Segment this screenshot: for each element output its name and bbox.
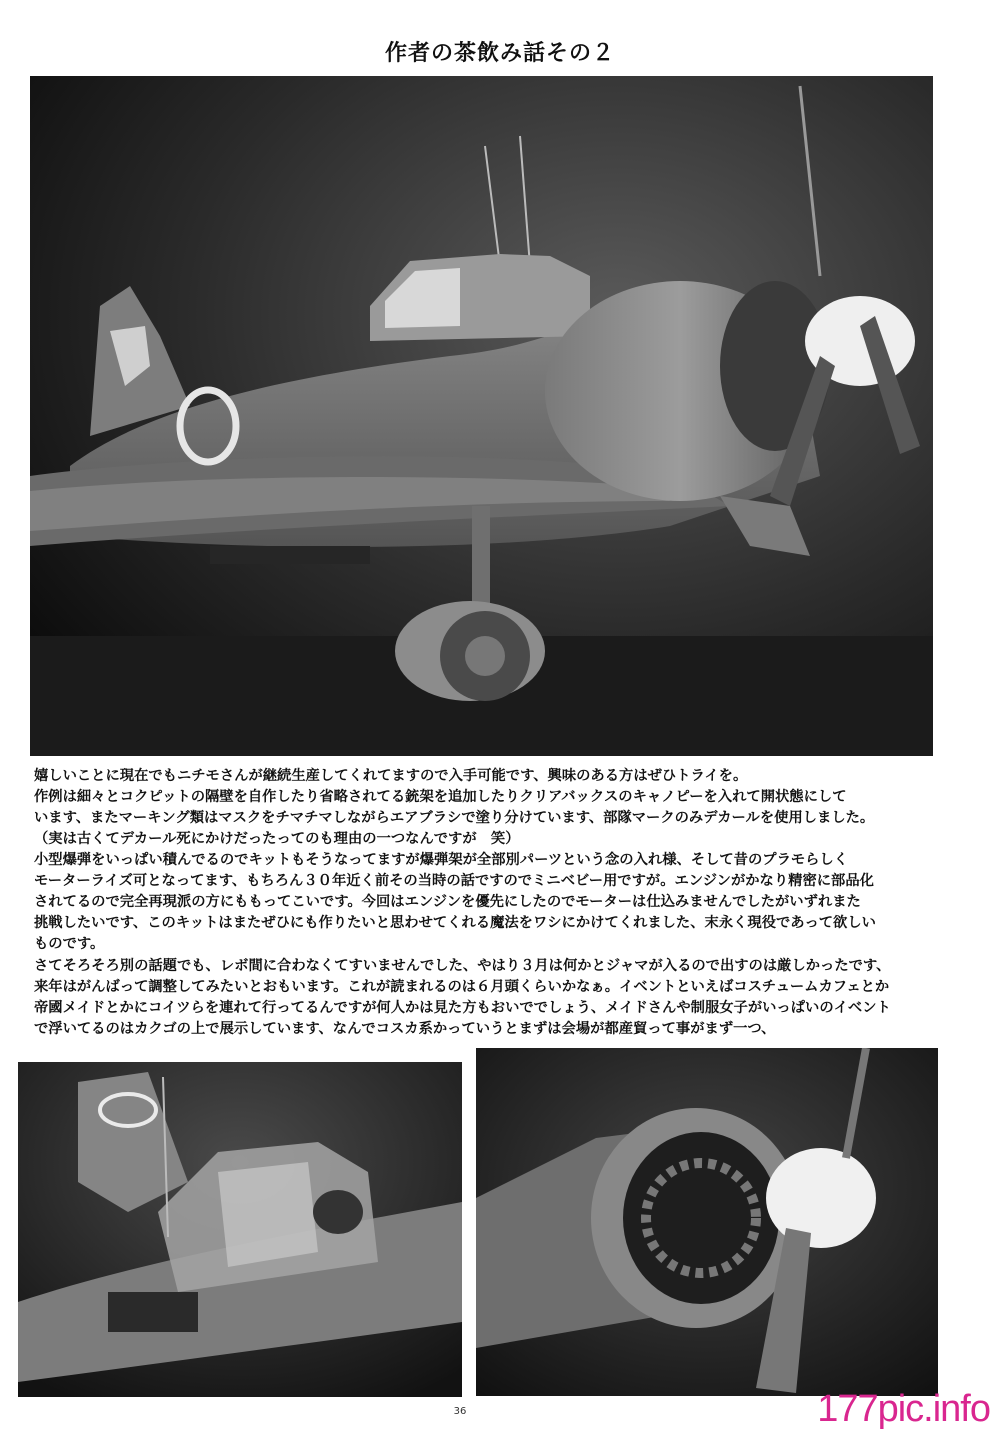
watermark-text: 177pic.info <box>817 1388 990 1430</box>
text-line: されてるので完全再現派の方にももってこいです。今回はエンジンを優先にしたのでモーターは仕込みませんでしたがいずれまた <box>34 894 861 910</box>
text-line: ものです。 <box>34 936 105 952</box>
text-line: 小型爆弾をいっぱい積んでるのでキットもそうなってますが爆弾架が全部別パーツという念の入れ様、そして昔のプラモらしく <box>34 852 849 868</box>
paragraph-events <box>34 956 954 1040</box>
text-line: 来年はがんばって調整してみたいとおもいます。これが読まれるのは６月頭くらいかなぁ。イベントといえばコスチュームカフェとか <box>34 979 890 995</box>
text-line: さてそろそろ別の話題でも、レボ間に合わなくてすいませんでした、やはり３月は何かとジャマが入るので出すのは厳しかったです、 <box>34 958 891 974</box>
text-line: （実は古くてデカール死にかけだったってのも理由の一つなんですが 笑） <box>34 831 520 847</box>
page-number: 36 <box>453 1406 467 1417</box>
text-line: 挑戦したいです、このキットはまたぜひにも作りたいと思わせてくれる魔法をワシにかけてくれました、末永く現役であって欲しい <box>34 915 876 931</box>
aircraft-model-photo <box>30 76 933 756</box>
text-line: で浮いてるのはカクゴの上で展示しています、なんでコスカ系かっていうとまずは会場が都産貿って事がまず一つ、 <box>34 1021 776 1037</box>
text-line: モーターライズ可となってます、もちろん３０年近く前その当時の話ですのでミニベビー用ですが。エンジンがかなり精密に部品化 <box>34 873 874 889</box>
text-line: 嬉しいことに現在でもニチモさんが継続生産してくれてますので入手可能です、興味のある方はぜひトライを。 <box>34 768 748 784</box>
cockpit-closeup-photo <box>18 1062 462 1397</box>
text-line: います、またマーキング類はマスクをチマチマしながらエアブラシで塗り分けています、部隊マークのみデカールを使用しました。 <box>34 810 875 826</box>
text-line: 作例は細々とコクピットの隔壁を自作したり省略されてる銃架を追加したりクリアバックスのキャノピーを入れて開状態にして <box>34 789 847 805</box>
engine-closeup-photo <box>476 1048 938 1396</box>
text-line: 帝國メイドとかにコイツらを連れて行ってるんですが何人かは見た方もおいででしょう、メイドさんや制服女子がいっぱいのイベント <box>34 1000 891 1016</box>
page-title: 作者の茶飲み話その２ <box>384 40 615 66</box>
paragraph-model-notes <box>34 766 954 955</box>
